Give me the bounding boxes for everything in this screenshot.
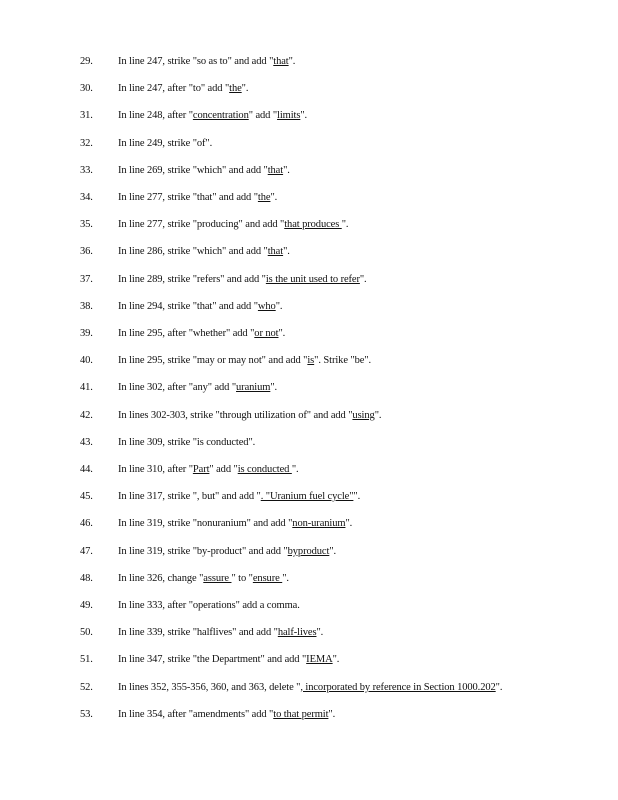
instruction-text: In line 354, after "amendments" add "	[118, 708, 274, 720]
instruction-text: ".	[495, 681, 503, 693]
instruction-text: ".	[291, 464, 299, 475]
instruction-text: In lines 352, 355-356, 360, and 363, delete "	[118, 681, 301, 693]
inserted-text: that	[267, 164, 284, 176]
inserted-text: Part	[192, 464, 210, 475]
inserted-text: concentration	[192, 110, 249, 122]
item-text	[118, 163, 518, 178]
item-text	[118, 272, 518, 287]
inserted-text: who	[257, 300, 276, 312]
instruction-text: ".	[283, 164, 290, 176]
instruction-text: In line 249, strike "of".	[118, 137, 213, 149]
item-text	[118, 108, 518, 123]
instruction-text: In line 247, after "to" add "	[118, 83, 230, 95]
item-number: 45.	[80, 491, 93, 503]
item-text	[118, 516, 518, 531]
instruction-text: ".	[282, 572, 289, 584]
instruction-text: ".	[275, 300, 283, 312]
instruction-text: In line 310, after "	[118, 464, 193, 475]
inserted-text: or not	[254, 328, 279, 339]
inserted-text: limits	[277, 110, 301, 122]
item-number: 42.	[80, 409, 93, 421]
item-text	[118, 625, 518, 640]
inserted-text: that produces	[284, 219, 342, 231]
item-number: 36.	[80, 246, 93, 258]
instruction-text: In line 333, after "operations" add a comma.	[118, 600, 300, 611]
item-text	[118, 54, 518, 69]
instruction-text: ".	[345, 518, 353, 530]
item-text	[118, 652, 518, 667]
item-number: 34.	[80, 192, 93, 203]
inserted-text: , incorporated by reference in Section 1000.202	[300, 681, 496, 693]
item-text	[118, 408, 518, 423]
item-number: 49.	[80, 600, 93, 611]
instruction-text: ".	[300, 110, 308, 122]
instruction-text: In line 277, strike "producing" and add "	[118, 219, 285, 231]
inserted-text: is the unit used to refer	[265, 273, 360, 285]
instruction-text: ".	[341, 219, 349, 231]
inserted-text: ensure	[252, 572, 283, 584]
instruction-text: In line 286, strike "which" and add "	[118, 246, 268, 258]
item-text	[118, 598, 518, 613]
inserted-text: IEMA	[306, 654, 333, 666]
inserted-text: that	[267, 246, 284, 258]
item-number: 51.	[80, 654, 93, 666]
item-text	[118, 81, 518, 96]
instruction-text: In line 319, strike "nonuranium" and add "	[118, 518, 293, 530]
item-text	[118, 544, 518, 559]
instruction-text: ".	[359, 273, 367, 285]
item-text	[118, 326, 518, 341]
inserted-text: byproduct	[287, 545, 330, 557]
item-number: 35.	[80, 219, 93, 231]
instruction-text: ". Strike "be".	[314, 355, 372, 367]
item-text	[118, 136, 518, 151]
item-number: 48.	[80, 572, 93, 584]
instruction-text: ".	[270, 192, 278, 203]
instruction-text: In line 295, strike "may or may not" and add "	[118, 355, 308, 367]
item-number: 40.	[80, 355, 93, 367]
item-text	[118, 707, 518, 722]
instruction-text: " add "	[248, 110, 278, 122]
item-text	[118, 217, 518, 232]
instruction-text: " add "	[209, 464, 238, 475]
instruction-text: In line 339, strike "halflives" and add "	[118, 627, 278, 639]
item-text	[118, 380, 518, 395]
inserted-text: the	[257, 192, 271, 203]
item-number: 38.	[80, 300, 93, 312]
item-text	[118, 190, 518, 205]
item-number: 39.	[80, 328, 93, 339]
inserted-text: assure	[203, 572, 232, 584]
item-number: 46.	[80, 518, 93, 530]
instruction-text: In line 277, strike "that" and add "	[118, 192, 258, 203]
item-number: 50.	[80, 627, 93, 639]
instruction-text: ".	[353, 491, 361, 503]
item-text	[118, 353, 518, 368]
item-number: 29.	[80, 56, 93, 67]
inserted-text: the	[229, 83, 242, 95]
instruction-text: In line 309, strike "is conducted".	[118, 436, 256, 448]
instruction-text: ".	[241, 83, 249, 95]
item-number: 32.	[80, 137, 93, 149]
inserted-text: half-lives	[277, 627, 317, 639]
instruction-text: ".	[283, 246, 290, 258]
inserted-text: is conducted	[237, 464, 292, 475]
instruction-text: ".	[288, 56, 296, 67]
item-text	[118, 489, 518, 504]
inserted-text: non-uranium	[292, 518, 346, 530]
inserted-text: using	[352, 409, 375, 421]
instruction-text: ".	[278, 328, 286, 339]
instruction-text: In line 248, after "	[118, 110, 193, 122]
item-text	[118, 680, 518, 695]
item-number: 37.	[80, 273, 93, 285]
instruction-text: ".	[329, 545, 337, 557]
instruction-text: In line 247, strike "so as to" and add "	[118, 56, 274, 67]
instruction-text: ".	[328, 708, 336, 720]
instruction-text: In lines 302-303, strike "through utilization of" and add "	[118, 409, 353, 421]
instruction-text: In line 319, strike "by-product" and add "	[118, 545, 288, 557]
item-text	[118, 571, 518, 586]
item-number: 52.	[80, 681, 93, 693]
instruction-text: ".	[374, 409, 382, 421]
instruction-text: ".	[270, 382, 278, 394]
item-number: 41.	[80, 382, 93, 394]
item-number: 44.	[80, 464, 93, 475]
instruction-text: In line 269, strike "which" and add "	[118, 164, 268, 176]
instruction-text: In line 294, strike "that" and add "	[118, 300, 258, 312]
instruction-text: In line 317, strike ", but" and add "	[118, 491, 261, 503]
instruction-text: In line 326, change "	[118, 572, 204, 584]
inserted-text: is	[307, 355, 315, 367]
instruction-text: " to "	[231, 572, 253, 584]
instruction-text: ".	[316, 627, 324, 639]
instruction-text: In line 302, after "any" add "	[118, 382, 237, 394]
inserted-text: to that permit	[273, 708, 329, 720]
inserted-text: that	[273, 56, 289, 67]
item-number: 31.	[80, 110, 93, 122]
instruction-text: ".	[332, 654, 340, 666]
item-number: 53.	[80, 708, 93, 720]
item-text	[118, 435, 518, 450]
inserted-text: uranium	[236, 382, 271, 394]
instruction-text: In line 295, after "whether" add "	[118, 328, 255, 339]
item-number: 30.	[80, 83, 93, 95]
item-text	[118, 299, 518, 314]
item-number: 43.	[80, 436, 93, 448]
instruction-text: In line 289, strike "refers" and add "	[118, 273, 266, 285]
item-text	[118, 462, 518, 477]
item-text	[118, 244, 518, 259]
item-number: 33.	[80, 164, 93, 176]
inserted-text: . "Uranium fuel cycle"	[260, 491, 354, 503]
item-number: 47.	[80, 545, 93, 557]
instruction-text: In line 347, strike "the Department" and add "	[118, 654, 307, 666]
